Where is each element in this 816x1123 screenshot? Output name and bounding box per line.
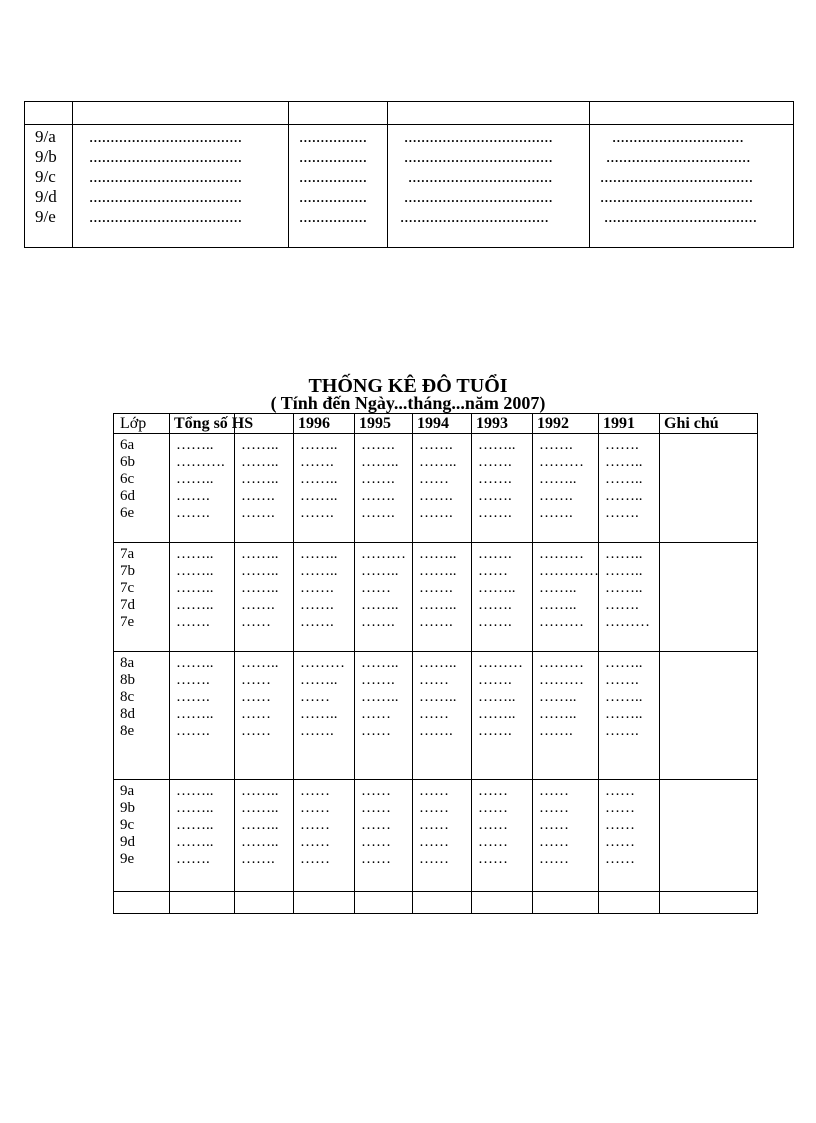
blank-line: …….. [539,580,577,596]
age-header-cell: 1993 [472,414,533,434]
header-cell [73,102,289,125]
blank-line: …….. [605,471,643,487]
blank-line: ……. [605,723,639,739]
blank-column [533,543,599,652]
class-column [25,125,73,248]
blank-line: …….. [300,672,338,688]
blank-line: …….. [176,783,214,799]
blank-line: …….. [300,706,338,722]
blank-line: …….. [361,655,399,671]
blank-line: …….. [539,471,577,487]
blank-column [355,780,413,892]
age-header-row [114,414,758,434]
blank-line: ………… [539,563,599,579]
blank-line: …….. [419,546,457,562]
blank-line: …….. [176,834,214,850]
class-group-row [114,543,758,652]
blank-line: …….. [361,689,399,705]
blank-line: ................................... [404,187,553,206]
blank-line: …….. [419,655,457,671]
blank-line: ……. [300,614,334,630]
blank-column [599,434,660,543]
class-group-row [114,434,758,543]
blank-column [472,543,533,652]
blank-line: ……. [176,851,210,867]
blank-line: …… [605,783,635,799]
blank-line: …… [361,834,391,850]
blank-line: ……… [300,655,345,671]
blank-line: …….. [605,488,643,504]
blank-line: ……… [478,655,523,671]
blank-footer-row [114,892,758,914]
blank-line: ……. [241,851,275,867]
blank-line: …… [241,689,271,705]
blank-line: …… [361,723,391,739]
empty-cell [413,892,472,914]
blank-column [413,434,472,543]
blank-line: …….. [176,437,214,453]
blank-line: …….. [241,546,279,562]
blank-line: ……. [176,488,210,504]
blank-line: ……. [478,505,512,521]
blank-line: …… [361,783,391,799]
blank-line: .................................... [89,187,242,206]
empty-cell [114,892,170,914]
blank-line: …… [605,851,635,867]
age-header-cell: Ghi chú [660,414,758,434]
blank-line: …… [361,817,391,833]
blank-column [170,652,235,780]
blank-line: ……. [605,672,639,688]
notes-cell [660,780,758,892]
blank-line: …… [419,706,449,722]
blank-column [533,434,599,543]
blank-line: …….. [361,454,399,470]
blank-column [413,543,472,652]
blank-line: …….. [176,706,214,722]
class-label: 8e [120,723,135,739]
blank-line: …… [539,817,569,833]
notes-cell [660,652,758,780]
blank-line: …… [539,800,569,816]
blank-column [235,652,294,780]
blank-line: .................................... [600,167,753,186]
blank-line: .................................... [89,207,242,226]
class-column [114,543,170,652]
blank-line: ……. [361,505,395,521]
blank-line: …… [478,783,508,799]
empty-cell [660,892,758,914]
blank-line: …….. [176,580,214,596]
blank-line: ……. [419,437,453,453]
header-cell [289,102,388,125]
blank-column [472,780,533,892]
blank-line: …….. [241,563,279,579]
blank-line: ……. [419,723,453,739]
blank-line: ……. [539,488,573,504]
blank-column [388,125,590,248]
blank-line: ................................... [404,127,553,146]
blank-line: …….. [605,580,643,596]
blank-line: ……. [176,723,210,739]
blank-line: ……. [419,580,453,596]
blank-line: ……. [605,437,639,453]
blank-column [590,125,794,248]
blank-line: …….. [241,655,279,671]
class-label: 6c [120,471,135,487]
blank-column [294,652,355,780]
blank-line: ……… [539,454,584,470]
blank-line: …….. [361,563,399,579]
blank-line: ................................... [404,147,553,166]
blank-line: .................................... [89,147,242,166]
blank-line: ……. [361,471,395,487]
blank-column [355,543,413,652]
blank-line: …… [539,834,569,850]
class-label: 8d [120,706,135,722]
class-label: 6b [120,454,135,470]
class-group-row [114,652,758,780]
blank-line: ……… [361,546,406,562]
blank-line: …… [419,834,449,850]
blank-column [235,543,294,652]
blank-line: …….. [300,471,338,487]
header-cell [388,102,590,125]
blank-line: …….. [419,454,457,470]
blank-line: ……. [419,614,453,630]
blank-line: ……… [539,614,584,630]
blank-line: …… [419,800,449,816]
blank-line: …….. [176,471,214,487]
blank-line: ................ [299,147,367,166]
blank-line: …… [605,800,635,816]
blank-line: ............................... [612,127,744,146]
blank-line: …… [539,783,569,799]
blank-line: …….. [176,546,214,562]
class-column [114,652,170,780]
blank-line: …….. [478,689,516,705]
blank-line: .................................... [89,127,242,146]
blank-line: ……. [478,471,512,487]
blank-line: ................ [299,167,367,186]
blank-line: …….. [300,488,338,504]
blank-line: …… [478,817,508,833]
blank-line: ……. [539,437,573,453]
blank-line: …….. [539,706,577,722]
blank-line: ……. [605,597,639,613]
blank-line: …… [300,783,330,799]
blank-line: ……. [361,437,395,453]
class-label: 8a [120,655,135,671]
blank-line: …….. [241,437,279,453]
blank-line: …… [478,800,508,816]
blank-line: …… [300,817,330,833]
class-column [114,780,170,892]
blank-line: …… [419,672,449,688]
class-label: 7c [120,580,135,596]
blank-column [73,125,289,248]
blank-line: …….. [176,800,214,816]
blank-line: ……. [605,505,639,521]
class-list-table [24,101,794,248]
blank-line: …….. [300,437,338,453]
report-subtitle: ( Tính đến Ngày...tháng...năm 2007) [270,393,546,413]
blank-column [533,780,599,892]
blank-line: …….. [300,546,338,562]
blank-line: …… [419,817,449,833]
blank-column [235,780,294,892]
blank-line: …….. [176,817,214,833]
empty-cell [294,892,355,914]
blank-line: …….. [241,834,279,850]
class-group-row [114,780,758,892]
blank-line: …….. [605,689,643,705]
blank-line: ……. [419,505,453,521]
blank-line: …….. [241,800,279,816]
empty-cell [170,892,235,914]
blank-column [472,652,533,780]
blank-line: .................................. [606,147,751,166]
blank-line: .................................... [600,187,753,206]
class-label: 9a [120,783,135,799]
blank-line: ................................... [400,207,549,226]
class-label: 9/e [35,207,56,226]
blank-line: ………. [176,454,225,470]
blank-line: ……. [241,597,275,613]
blank-column [355,434,413,543]
blank-line: …… [241,706,271,722]
blank-line: …….. [605,706,643,722]
empty-cell [599,892,660,914]
age-header-cell: 1994 [413,414,472,434]
blank-line: ……. [419,488,453,504]
blank-line: …….. [605,655,643,671]
blank-column [294,434,355,543]
blank-line: …… [300,834,330,850]
empty-cell [472,892,533,914]
blank-line: ……. [300,723,334,739]
blank-line: ……. [300,597,334,613]
blank-line: …… [300,851,330,867]
blank-line: ……. [241,505,275,521]
blank-line: ................ [299,127,367,146]
blank-line: ……. [478,723,512,739]
notes-cell [660,434,758,543]
age-header-cell: 1991 [599,414,660,434]
class-label: 9b [120,800,135,816]
blank-line: …… [361,851,391,867]
class-rows [25,125,794,248]
age-header-cell: Lớp [114,414,170,434]
blank-line: …….. [419,563,457,579]
report-title: THỐNG KÊ ĐÔ TUỔI [308,375,508,397]
blank-column [355,652,413,780]
blank-line: ……. [300,454,334,470]
blank-line: ................ [299,187,367,206]
blank-line: …….. [241,817,279,833]
blank-line: …… [419,783,449,799]
blank-line: …….. [478,437,516,453]
blank-line: …….. [176,655,214,671]
blank-line: ................ [299,207,367,226]
age-header-cell: 1992 [533,414,599,434]
blank-line: ……. [176,672,210,688]
blank-line: ……. [176,505,210,521]
blank-column [294,780,355,892]
blank-line: …….. [419,597,457,613]
empty-cell [235,892,294,914]
empty-cell [533,892,599,914]
class-label: 9/a [35,127,56,146]
blank-line: ……… [539,655,584,671]
blank-line: …… [478,851,508,867]
blank-line: ……. [478,672,512,688]
blank-line: …….. [361,597,399,613]
blank-line: …… [478,563,508,579]
blank-line: ……. [176,614,210,630]
class-label: 9/b [35,147,57,166]
class-label: 8c [120,689,135,705]
blank-line: …… [241,672,271,688]
class-label: 6e [120,505,135,521]
blank-line: …….. [478,580,516,596]
blank-line: ……. [361,614,395,630]
blank-line: ……. [539,505,573,521]
report-title-block [0,377,816,411]
blank-line: …….. [605,454,643,470]
blank-column [170,780,235,892]
blank-column [533,652,599,780]
blank-line: ……. [539,723,573,739]
blank-line: …….. [539,597,577,613]
blank-column [413,652,472,780]
blank-line: ……… [605,614,650,630]
blank-column [294,543,355,652]
blank-line: ……. [300,580,334,596]
blank-line: ……. [176,689,210,705]
blank-line: …….. [419,689,457,705]
class-label: 9e [120,851,135,867]
blank-column [472,434,533,543]
blank-line: …… [605,817,635,833]
age-header-cell: 1995 [355,414,413,434]
blank-line: ……. [478,614,512,630]
blank-line: …….. [300,563,338,579]
age-header-cell: 1996 [294,414,355,434]
blank-line: ……. [478,454,512,470]
blank-line: …….. [176,597,214,613]
blank-line: …….. [241,471,279,487]
blank-line: ……. [241,488,275,504]
class-label: 9c [120,817,135,833]
class-label: 7b [120,563,135,579]
blank-column [170,434,235,543]
blank-line: …….. [241,454,279,470]
blank-line: …… [361,706,391,722]
blank-line: …….. [241,783,279,799]
blank-line: …… [478,834,508,850]
class-label: 7e [120,614,135,630]
class-label: 7a [120,546,135,562]
blank-line: …… [419,851,449,867]
blank-line: ……. [478,546,512,562]
blank-column [235,434,294,543]
class-label: 8b [120,672,135,688]
blank-line: ……… [539,672,584,688]
class-label: 6a [120,437,135,453]
blank-line: ……. [478,597,512,613]
blank-line: ……. [361,672,395,688]
header-cell [590,102,794,125]
header-row [25,102,794,125]
class-column [114,434,170,543]
blank-line: …… [419,471,449,487]
notes-cell [660,543,758,652]
blank-line: …….. [605,563,643,579]
blank-line: …….. [241,580,279,596]
blank-line: ……. [300,505,334,521]
blank-line: ……… [539,546,584,562]
age-statistics-table [113,413,758,914]
blank-line: ……. [361,488,395,504]
class-label: 9d [120,834,135,850]
class-label: 6d [120,488,135,504]
blank-column [599,652,660,780]
age-header-cell: Tổng số HS [170,414,235,434]
blank-line: …….. [478,706,516,722]
blank-line: …… [361,800,391,816]
blank-line: …… [241,723,271,739]
blank-line: …… [539,851,569,867]
blank-line: …… [605,834,635,850]
class-label: 9/c [35,167,56,186]
header-cell [25,102,73,125]
blank-column [599,543,660,652]
blank-column [599,780,660,892]
blank-line: …… [300,800,330,816]
blank-line: .................................... [89,167,242,186]
blank-column [413,780,472,892]
blank-line: …… [361,580,391,596]
blank-column [170,543,235,652]
blank-line: …….. [176,563,214,579]
blank-line: ……. [478,488,512,504]
blank-line: …….. [605,546,643,562]
class-label: 9/d [35,187,57,206]
blank-column [289,125,388,248]
empty-cell [355,892,413,914]
blank-line: …… [300,689,330,705]
blank-line: .................................... [604,207,757,226]
blank-line: .................................. [408,167,553,186]
blank-line: …….. [539,689,577,705]
class-label: 7d [120,597,135,613]
blank-line: …… [241,614,271,630]
